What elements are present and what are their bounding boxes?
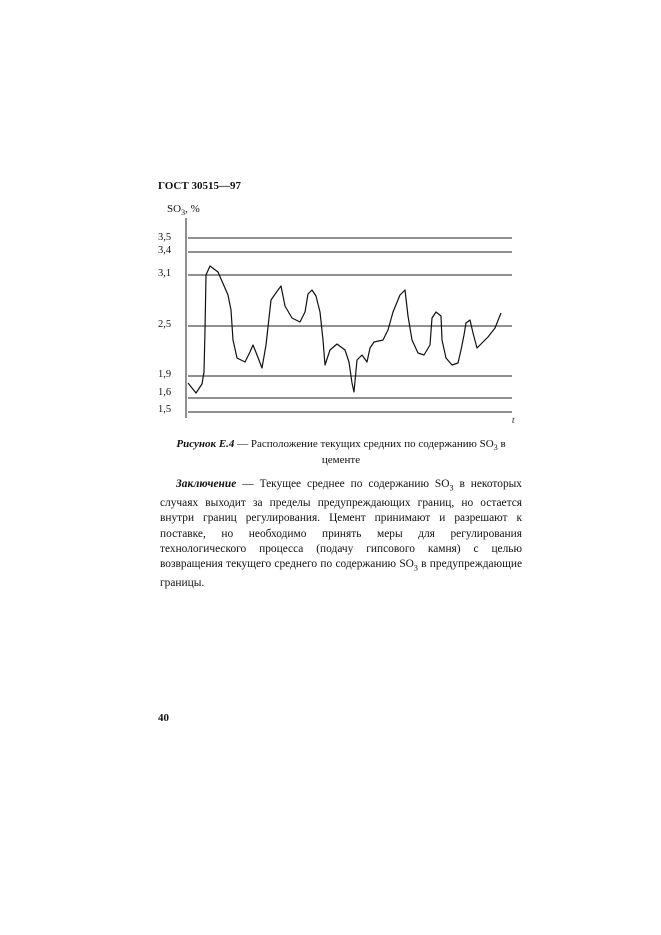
y-tick: 3,1 xyxy=(158,268,172,279)
reference-lines xyxy=(188,238,512,412)
y-tick: 2,5 xyxy=(158,319,172,330)
conclusion-paragraph: Заключение — Текущее среднее по содержанию $SO_3$ в некоторых случаях выходит за пределы предупреждающих границ, но остается внутри границ регулирования. Цемент принимают и разрешают к поставке, но необходимо принять меры для регулирования технологического процесса (подачу гипсового камня) с целью возвращения текущего среднего по содержанию $SO_3$ в предупреждающие границы. xyxy=(160,478,522,589)
x-axis-label: t xyxy=(512,415,515,425)
y-tick: 3,4 xyxy=(158,245,172,256)
y-tick: 1,6 xyxy=(158,387,172,398)
figure-label: Рисунок Е.4 xyxy=(176,438,235,450)
y-tick: 1,5 xyxy=(158,404,172,415)
conclusion-lead: Заключение xyxy=(176,478,237,490)
document-header: ГОСТ 30515—97 xyxy=(158,180,241,192)
y-tick: 1,9 xyxy=(158,369,172,380)
y-axis-label: $SO_3$, % xyxy=(167,203,200,218)
y-tick: 3,5 xyxy=(158,232,172,243)
running-mean-line xyxy=(188,266,501,393)
figure-caption: Рисунок Е.4 — Расположение текущих средних по содержанию $SO_3$ в цементе xyxy=(176,438,506,467)
page-number: 40 xyxy=(158,712,169,724)
